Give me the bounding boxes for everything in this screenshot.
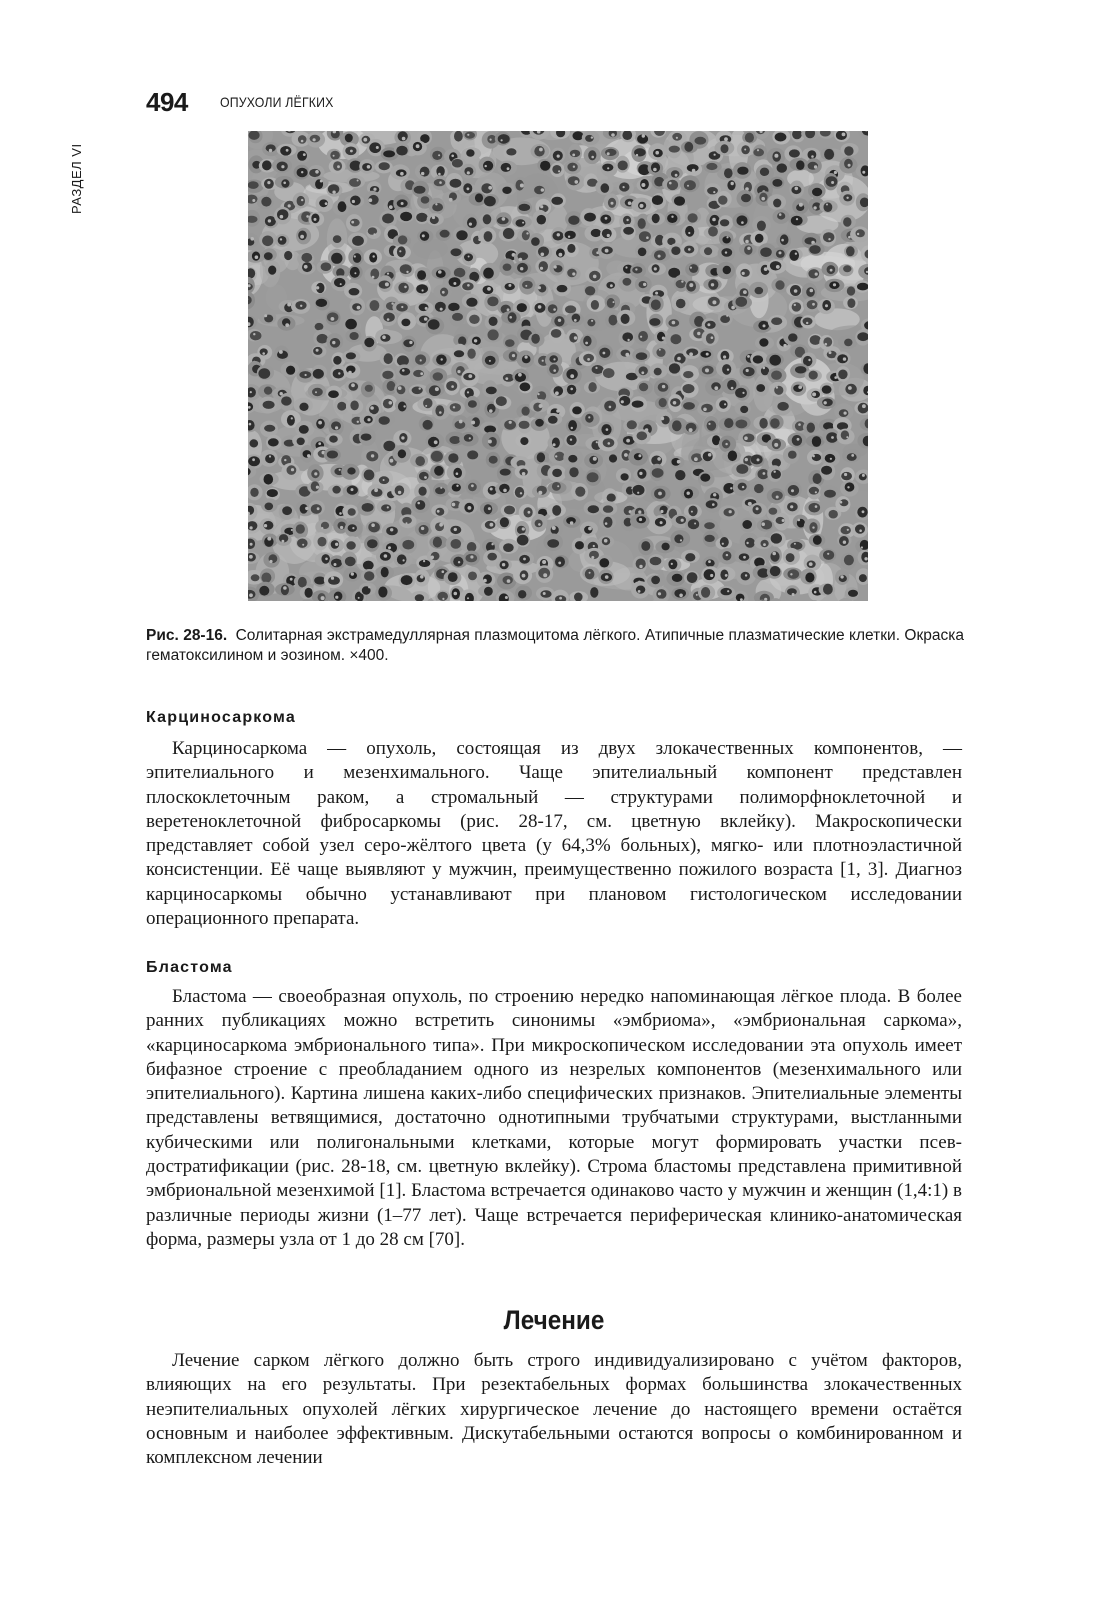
micrograph-image bbox=[248, 131, 868, 601]
paragraph-treatment: Лечение сарком лёгкого должно быть строго индивидуализировано с учётом факторов, влияющих на его результаты. При резектабельных формах большинства злокачественных неэпителиальных опухолей лёгких хирургическое лечение до настоящего времени остаётся основным и наиболее эффективным. Дискутабельными остаются вопросы о комбинированном и комплексном лечении bbox=[146, 1350, 962, 1469]
micrograph-cells bbox=[248, 131, 868, 601]
page-number: 494 bbox=[146, 87, 188, 117]
heading-treatment: Лечение bbox=[503, 1305, 605, 1335]
running-head: ОПУХОЛИ ЛЁГКИХ bbox=[220, 94, 334, 110]
heading-carcinosarcoma: Карциносаркома bbox=[146, 709, 296, 726]
section-side-label: РАЗДЕЛ VI bbox=[69, 143, 84, 214]
figure-label: Рис. 28-16. bbox=[146, 627, 228, 644]
paragraph-blastoma: Бластома — своеобразная опухоль, по строению нередко напоминающая лёгкое плода. В более ранних публикациях можно встретить синонимы «эмбриома», «эмбриональная саркома», «карциносаркома эмбрионального типа». При микроскопическом исследовании эта опухоль имеет бифазное строение с преобладанием одного из незрелых компонентов (мезенхимального или эпителиального). Картина лишена каких-либо специфических признаков. Эпителиальные элементы представлены ветвящимися, достаточно однотипными трубчатыми структурами, выстланными кубическими или полигональными клетками, которые могут формировать участки псевдостратификации (рис. 28-18, см. цветную вклейку). Строма бластомы представлена примитивной эмбриональной мезенхимой [1]. Бластома встречается одинаково часто у мужчин и женщин (1,4:1) в различные периоды жизни (1–77 лет). Чаще встречается периферическая клинико-анатомическая форма, размеры узла от 1 до 28 см [70]. bbox=[146, 986, 962, 1250]
figure-caption-text: Солитарная экстрамедуллярная плазмоцитома лёгкого. Атипичные плазматические клетки. Окраска гематоксилином и эозином. ×400. bbox=[146, 627, 964, 664]
heading-blastoma: Бластома bbox=[146, 959, 233, 976]
paragraph-carcinosarcoma: Карциносаркома — опухоль, состоящая из двух злокачественных компонентов, — эпителиального и мезенхимального. Чаще эпителиальный компонент представлен плоскоклеточным раком, а стромальный — структурами полиморфноклеточной и веретеноклеточной фибросаркомы (рис. 28-17, см. цветную вклейку). Макроскопически представляет собой узел серо-жёлтого цвета (у 64,3% больных), мягко- или плотноэластичной консистенции. Её чаще выявляют у мужчин, преимущественно пожилого возраста [1, 3]. Диагноз карциносаркомы обычно устанавливают при плановом гистологическом исследовании операционного препарата. bbox=[146, 738, 962, 930]
figure-caption bbox=[146, 626, 964, 666]
